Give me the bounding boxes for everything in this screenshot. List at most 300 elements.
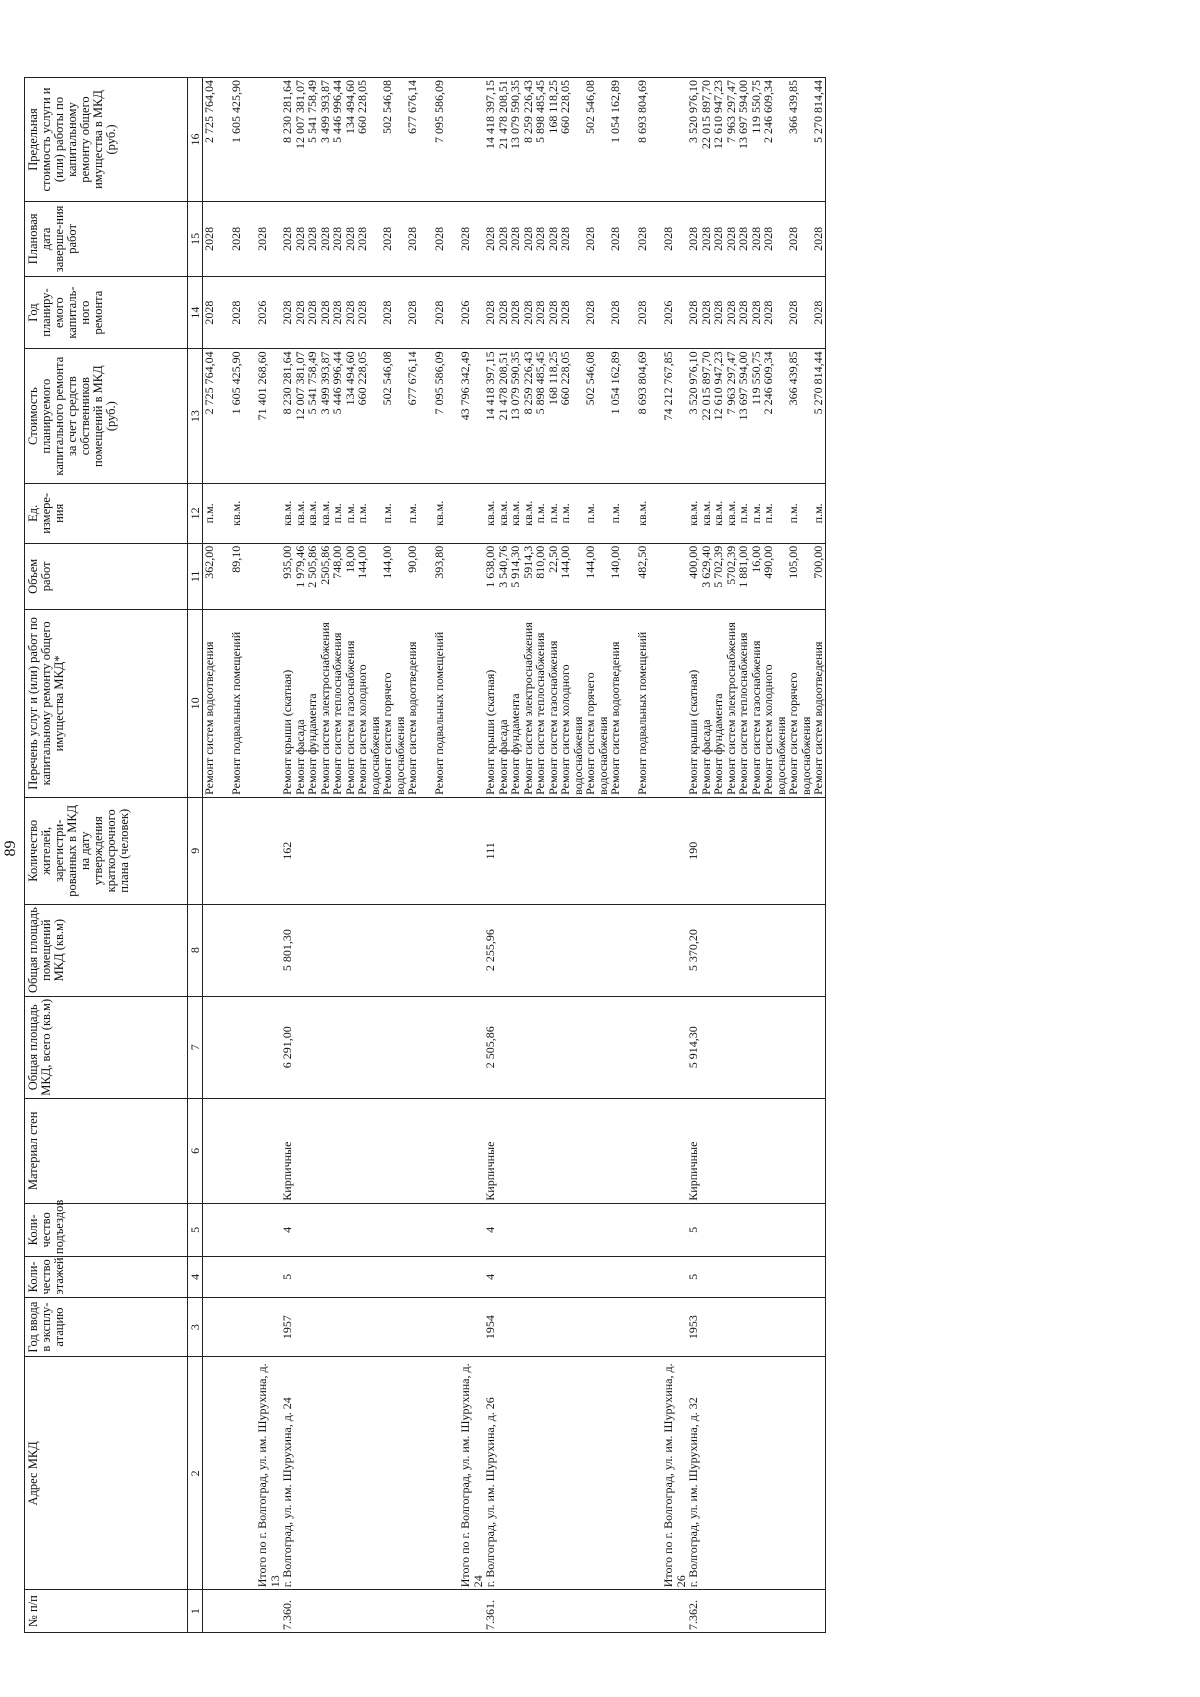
cell-col-2: г. Волгоград, ул. им. Шурухина, д. 26 [484, 1357, 497, 1590]
cell-col-1 [700, 1590, 713, 1633]
cell-col-16: 12 007 381,07 [294, 78, 307, 202]
cell-col-5 [445, 1203, 459, 1256]
cell-col-11 [419, 543, 433, 609]
cell-col-10 [459, 609, 484, 797]
cell-col-4 [534, 1257, 547, 1298]
cell-col-7 [787, 996, 812, 1099]
cell-col-11: 482,50 [636, 543, 649, 609]
cell-col-7 [497, 996, 510, 1099]
cell-col-16: 21 478 208,51 [497, 78, 510, 202]
cell-col-7 [294, 996, 307, 1099]
cell-col-13: 8 230 281,64 [281, 349, 294, 484]
cell-col-1 [812, 1590, 825, 1633]
column-header-15: Плановая дата заверше-ния работ [25, 202, 188, 277]
cell-col-2: г. Волгоград, ул. им. Шурухина, д. 32 [687, 1357, 700, 1590]
table-row [509, 78, 522, 1633]
cell-col-15: 2028 [484, 202, 497, 277]
cell-col-14: 2026 [256, 276, 281, 349]
cell-col-14 [216, 276, 230, 349]
cell-col-6 [534, 1099, 547, 1204]
cell-col-11: 935,00 [281, 543, 294, 609]
cell-col-6 [356, 1099, 381, 1204]
cell-col-15 [216, 202, 230, 277]
cell-col-10: Ремонт фасада [497, 609, 510, 797]
cell-col-13: 1 054 162,89 [609, 349, 622, 484]
cell-col-12: кв.м. [700, 483, 713, 543]
cell-col-12 [419, 483, 433, 543]
cell-col-5 [700, 1203, 713, 1256]
cell-col-14: 2028 [787, 276, 812, 349]
cell-col-6 [294, 1099, 307, 1204]
cell-col-1 [509, 1590, 522, 1633]
cell-col-1 [725, 1590, 738, 1633]
cell-col-9 [230, 797, 243, 904]
cell-col-15: 2028 [281, 202, 294, 277]
cell-col-8 [509, 904, 522, 996]
cell-col-6 [459, 1099, 484, 1204]
cell-col-1 [662, 1590, 687, 1633]
cell-col-11: 105,00 [787, 543, 812, 609]
cell-col-8 [648, 904, 662, 996]
cell-col-13: 13 697 594,00 [737, 349, 750, 484]
column-header-4: Коли-чество этажей [25, 1257, 188, 1298]
cell-col-2 [750, 1357, 763, 1590]
cell-col-6 [787, 1099, 812, 1204]
cell-col-12 [256, 483, 281, 543]
cell-col-3 [497, 1297, 510, 1357]
cell-col-10: Ремонт систем горячего водоснабжения [584, 609, 609, 797]
cell-col-1 [750, 1590, 763, 1633]
cell-col-4 [356, 1257, 381, 1298]
table-row [584, 78, 609, 1633]
cell-col-2 [700, 1357, 713, 1590]
cell-col-13: 43 796 342,49 [459, 349, 484, 484]
cell-col-3 [725, 1297, 738, 1357]
cell-col-2 [331, 1357, 344, 1590]
cell-col-3 [584, 1297, 609, 1357]
cell-col-9 [547, 797, 560, 904]
cell-col-2 [609, 1357, 622, 1590]
cell-col-11: 144,00 [584, 543, 609, 609]
cell-col-1 [419, 1590, 433, 1633]
cell-col-13: 660 228,05 [559, 349, 584, 484]
cell-col-11: 5 702,39 [712, 543, 725, 609]
cell-col-7 [216, 996, 230, 1099]
cell-col-7 [242, 996, 256, 1099]
cell-col-10: Ремонт подвальных помещений [636, 609, 649, 797]
cell-col-7 [445, 996, 459, 1099]
column-header-2: Адрес МКД [25, 1357, 188, 1590]
table-row [812, 78, 825, 1633]
cell-col-7 [584, 996, 609, 1099]
cell-col-13: 5 898 485,45 [534, 349, 547, 484]
cell-col-9 [344, 797, 357, 904]
cell-col-13: 22 015 897,70 [700, 349, 713, 484]
cell-col-13: 1 605 425,90 [230, 349, 243, 484]
cell-col-5 [406, 1203, 419, 1256]
column-number-11: 11 [188, 543, 203, 609]
column-number-6: 6 [188, 1099, 203, 1204]
object-row [281, 78, 294, 1633]
cell-col-15 [648, 202, 662, 277]
cell-col-10: Ремонт систем водоотведения [203, 609, 216, 797]
cell-col-3 [319, 1297, 332, 1357]
cell-col-7 [522, 996, 535, 1099]
cell-col-4 [203, 1257, 216, 1298]
cell-col-3 [433, 1297, 446, 1357]
cell-col-12: кв.м. [281, 483, 294, 543]
cell-col-2 [559, 1357, 584, 1590]
cell-col-4 [700, 1257, 713, 1298]
cell-col-8 [584, 904, 609, 996]
cell-col-12: п.м. [344, 483, 357, 543]
cell-col-7 [356, 996, 381, 1099]
cell-col-2 [534, 1357, 547, 1590]
cell-col-14: 2028 [737, 276, 750, 349]
cell-col-1 [522, 1590, 535, 1633]
cell-col-6 [559, 1099, 584, 1204]
cell-col-10 [256, 609, 281, 797]
cell-col-9 [497, 797, 510, 904]
cell-col-3 [445, 1297, 459, 1357]
cell-col-10 [419, 609, 433, 797]
cell-col-16: 8 230 281,64 [281, 78, 294, 202]
cell-col-13: 2 725 764,04 [203, 349, 216, 484]
cell-col-8 [294, 904, 307, 996]
cell-col-4 [762, 1257, 787, 1298]
cell-col-14: 2028 [609, 276, 622, 349]
cell-col-11: 5914,3 [522, 543, 535, 609]
cell-col-13: 13 079 590,35 [509, 349, 522, 484]
cell-col-15: 2028 [712, 202, 725, 277]
cell-col-13 [445, 349, 459, 484]
cell-col-11: 22,50 [547, 543, 560, 609]
cell-col-6: Кирпичные [281, 1099, 294, 1204]
cell-col-9 [203, 797, 216, 904]
cell-col-9 [419, 797, 433, 904]
cell-col-10: Ремонт систем теплоснабжения [534, 609, 547, 797]
cell-col-6 [622, 1099, 636, 1204]
cell-col-14: 2028 [700, 276, 713, 349]
cell-col-6 [547, 1099, 560, 1204]
cell-col-1 [344, 1590, 357, 1633]
cell-col-9 [700, 797, 713, 904]
cell-col-5 [648, 1203, 662, 1256]
cell-col-10: Ремонт фундамента [712, 609, 725, 797]
cell-col-14: 2028 [687, 276, 700, 349]
cell-col-16: 5 446 996,44 [331, 78, 344, 202]
cell-col-16: 1 605 425,90 [230, 78, 243, 202]
cell-col-13: 168 118,25 [547, 349, 560, 484]
cell-col-3 [203, 1297, 216, 1357]
cell-col-9 [319, 797, 332, 904]
cell-col-3 [459, 1297, 484, 1357]
cell-col-3 [648, 1297, 662, 1357]
cell-col-5 [750, 1203, 763, 1256]
cell-col-10: Ремонт крыши (скатная) [281, 609, 294, 797]
cell-col-14: 2028 [559, 276, 584, 349]
cell-col-1 [712, 1590, 725, 1633]
cell-col-5 [547, 1203, 560, 1256]
cell-col-16 [256, 78, 281, 202]
cell-col-4 [636, 1257, 649, 1298]
cell-col-9: 190 [687, 797, 700, 904]
cell-col-3 [216, 1297, 230, 1357]
cell-col-16 [445, 78, 459, 202]
cell-col-4 [319, 1257, 332, 1298]
cell-col-7: 2 505,86 [484, 996, 497, 1099]
cell-col-15 [622, 202, 636, 277]
cell-col-6 [216, 1099, 230, 1204]
table-row [559, 78, 584, 1633]
cell-col-5 [331, 1203, 344, 1256]
cell-col-8 [203, 904, 216, 996]
column-number-2: 2 [188, 1357, 203, 1590]
cell-col-8 [609, 904, 622, 996]
cell-col-9 [622, 797, 636, 904]
cell-col-10: Ремонт систем водоотведения [406, 609, 419, 797]
cell-col-10 [216, 609, 230, 797]
cell-col-3 [256, 1297, 281, 1357]
cell-col-12 [216, 483, 230, 543]
cell-col-8 [459, 904, 484, 996]
column-number-10: 10 [188, 609, 203, 797]
cell-col-5 [559, 1203, 584, 1256]
cell-col-15: 2028 [559, 202, 584, 277]
cell-col-4 [419, 1257, 433, 1298]
cell-col-13: 134 494,60 [344, 349, 357, 484]
cell-col-4 [445, 1257, 459, 1298]
cell-col-15: 2028 [230, 202, 243, 277]
cell-col-6: Кирпичные [687, 1099, 700, 1204]
cell-col-3 [559, 1297, 584, 1357]
cell-col-2 [306, 1357, 319, 1590]
cell-col-5 [433, 1203, 446, 1256]
cell-col-2 [509, 1357, 522, 1590]
cell-col-12 [445, 483, 459, 543]
cell-col-5 [762, 1203, 787, 1256]
cell-col-3 [609, 1297, 622, 1357]
cell-col-1 [331, 1590, 344, 1633]
cell-col-15: 2028 [787, 202, 812, 277]
table-row [534, 78, 547, 1633]
cell-col-16: 5 541 758,49 [306, 78, 319, 202]
cell-col-3 [344, 1297, 357, 1357]
cell-col-14 [445, 276, 459, 349]
cell-col-5: 4 [281, 1203, 294, 1256]
cell-col-2 [584, 1357, 609, 1590]
cell-col-16: 1 054 162,89 [609, 78, 622, 202]
cell-col-10: Ремонт систем газоснабжения [547, 609, 560, 797]
cell-col-13: 7 963 297,47 [725, 349, 738, 484]
cell-col-1 [406, 1590, 419, 1633]
cell-col-6: Кирпичные [484, 1099, 497, 1204]
cell-col-16: 3 499 393,87 [319, 78, 332, 202]
cell-col-6 [509, 1099, 522, 1204]
column-number-7: 7 [188, 996, 203, 1099]
cell-col-7 [319, 996, 332, 1099]
cell-col-8 [344, 904, 357, 996]
cell-col-1 [319, 1590, 332, 1633]
cell-col-14: 2028 [306, 276, 319, 349]
cell-col-11: 393,80 [433, 543, 446, 609]
spacer-row [648, 78, 662, 1633]
cell-col-1 [459, 1590, 484, 1633]
cell-col-4 [497, 1257, 510, 1298]
page-number: 89 [2, 840, 19, 857]
cell-col-4 [344, 1257, 357, 1298]
cell-col-16: 168 118,25 [547, 78, 560, 202]
cell-col-16: 2 246 609,34 [762, 78, 787, 202]
cell-col-2 [522, 1357, 535, 1590]
cell-col-7 [609, 996, 622, 1099]
cell-col-3 [622, 1297, 636, 1357]
cell-col-10: Ремонт подвальных помещений [230, 609, 243, 797]
cell-col-6 [230, 1099, 243, 1204]
cell-col-11: 5 914,30 [509, 543, 522, 609]
cell-col-11 [648, 543, 662, 609]
cell-col-7 [737, 996, 750, 1099]
cell-col-15: 2028 [256, 202, 281, 277]
cell-col-3 [230, 1297, 243, 1357]
cell-col-1 [306, 1590, 319, 1633]
cell-col-7 [419, 996, 433, 1099]
cell-col-9 [737, 797, 750, 904]
cell-col-2 [406, 1357, 419, 1590]
cell-col-4 [547, 1257, 560, 1298]
cell-col-12: п.м. [381, 483, 406, 543]
cell-col-5 [294, 1203, 307, 1256]
cell-col-11: 490,00 [762, 543, 787, 609]
cell-col-10: Ремонт фасада [294, 609, 307, 797]
cell-col-9 [762, 797, 787, 904]
cell-col-13: 502 546,08 [381, 349, 406, 484]
cell-col-3 [700, 1297, 713, 1357]
cell-col-6 [256, 1099, 281, 1204]
cell-col-3: 1957 [281, 1297, 294, 1357]
cell-col-4 [662, 1257, 687, 1298]
cell-col-14: 2028 [509, 276, 522, 349]
cell-col-1 [497, 1590, 510, 1633]
cell-col-11: 1 638,00 [484, 543, 497, 609]
cell-col-9 [433, 797, 446, 904]
cell-col-14: 2028 [406, 276, 419, 349]
cell-col-8 [445, 904, 459, 996]
cell-col-11: 1 979,46 [294, 543, 307, 609]
cell-col-5 [662, 1203, 687, 1256]
cell-col-3 [787, 1297, 812, 1357]
cell-col-16: 119 550,75 [750, 78, 763, 202]
cell-col-8 [331, 904, 344, 996]
cell-col-4 [459, 1257, 484, 1298]
cell-col-1 [433, 1590, 446, 1633]
cell-col-15: 2028 [687, 202, 700, 277]
cell-col-2 [433, 1357, 446, 1590]
cell-col-8 [700, 904, 713, 996]
cell-col-8 [242, 904, 256, 996]
cell-col-8 [787, 904, 812, 996]
cell-col-4 [750, 1257, 763, 1298]
cell-col-11: 144,00 [559, 543, 584, 609]
cell-col-1 [294, 1590, 307, 1633]
cell-col-16: 502 546,08 [381, 78, 406, 202]
column-number-13: 13 [188, 349, 203, 484]
cell-col-9 [216, 797, 230, 904]
cell-col-8 [406, 904, 419, 996]
cell-col-4 [216, 1257, 230, 1298]
cell-col-4: 5 [281, 1257, 294, 1298]
total-row [662, 78, 687, 1633]
cell-col-11 [445, 543, 459, 609]
cell-col-12: п.м. [534, 483, 547, 543]
cell-col-11: 5702,39 [725, 543, 738, 609]
cell-col-3 [306, 1297, 319, 1357]
cell-col-2 [344, 1357, 357, 1590]
cell-col-15: 2028 [609, 202, 622, 277]
cell-col-15: 2028 [700, 202, 713, 277]
table-row [306, 78, 319, 1633]
cell-col-11 [622, 543, 636, 609]
object-row [687, 78, 700, 1633]
cell-col-8 [762, 904, 787, 996]
cell-col-4 [737, 1257, 750, 1298]
table-row [230, 78, 243, 1633]
cell-col-6 [381, 1099, 406, 1204]
cell-col-13: 2 246 609,34 [762, 349, 787, 484]
cell-col-13: 5 446 996,44 [331, 349, 344, 484]
cell-col-8 [636, 904, 649, 996]
cell-col-7 [662, 996, 687, 1099]
cell-col-15: 2028 [636, 202, 649, 277]
cell-col-13 [242, 349, 256, 484]
cell-col-4 [584, 1257, 609, 1298]
cell-col-15: 2028 [762, 202, 787, 277]
cell-col-4 [812, 1257, 825, 1298]
cell-col-8 [547, 904, 560, 996]
cell-col-2: Итого по г. Волгоград, ул. им. Шурухина, д. 24 [459, 1357, 484, 1590]
cell-col-16: 13 079 590,35 [509, 78, 522, 202]
cell-col-14 [622, 276, 636, 349]
cell-col-6 [700, 1099, 713, 1204]
cell-col-2 [216, 1357, 230, 1590]
cell-col-13 [622, 349, 636, 484]
cell-col-8 [497, 904, 510, 996]
table-row [433, 78, 446, 1633]
cell-col-4 [609, 1257, 622, 1298]
cell-col-14: 2028 [584, 276, 609, 349]
cell-col-15: 2028 [319, 202, 332, 277]
cell-col-13: 71 401 268,60 [256, 349, 281, 484]
cell-col-7 [331, 996, 344, 1099]
cell-col-2 [230, 1357, 243, 1590]
cell-col-14: 2028 [712, 276, 725, 349]
cell-col-9: 111 [484, 797, 497, 904]
cell-col-8: 5 370,20 [687, 904, 700, 996]
cell-col-9 [609, 797, 622, 904]
cell-col-2: Итого по г. Волгоград, ул. им. Шурухина, д. 13 [256, 1357, 281, 1590]
cell-col-5 [509, 1203, 522, 1256]
cell-col-8 [812, 904, 825, 996]
cell-col-16: 660 228,05 [559, 78, 584, 202]
cell-col-12: кв.м. [294, 483, 307, 543]
cell-col-3 [522, 1297, 535, 1357]
cell-col-15: 2028 [509, 202, 522, 277]
cell-col-16: 5 270 814,44 [812, 78, 825, 202]
cell-col-5 [534, 1203, 547, 1256]
table-row [609, 78, 622, 1633]
cell-col-5 [712, 1203, 725, 1256]
cell-col-15: 2028 [812, 202, 825, 277]
